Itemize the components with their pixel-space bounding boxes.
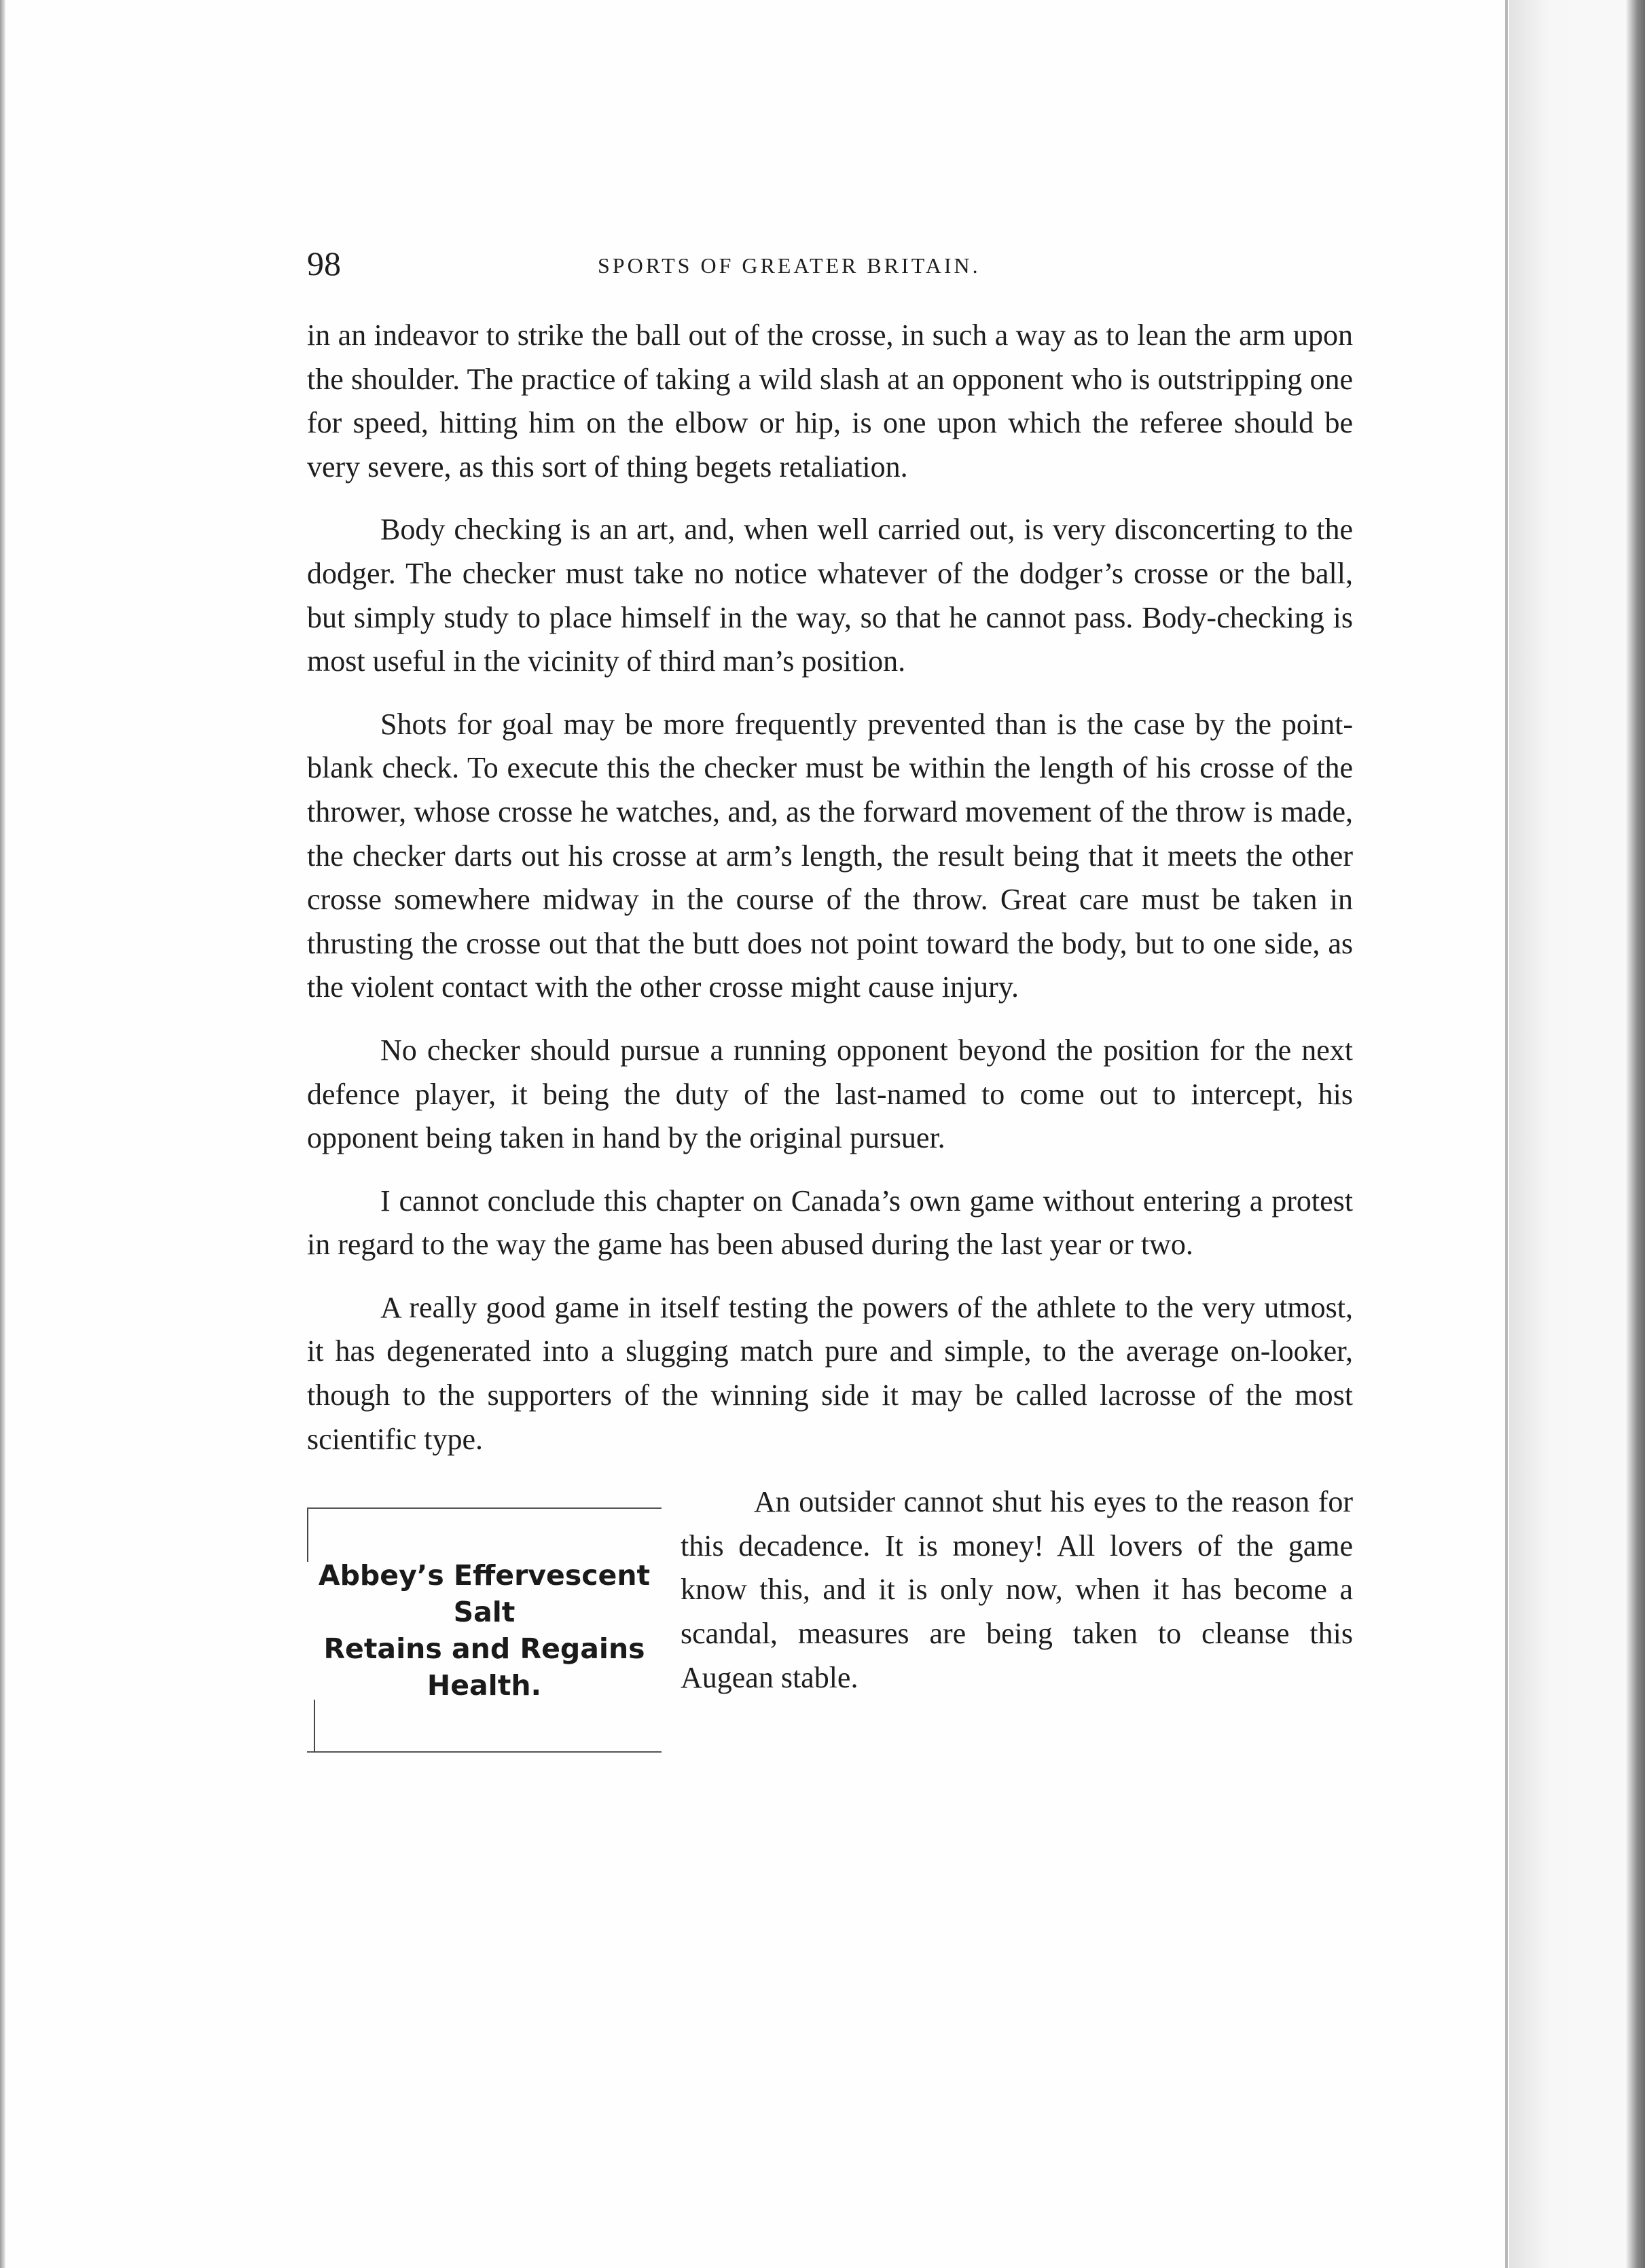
page-right-edge [1626,0,1645,2268]
paragraph-5: I cannot conclude this chapter on Canada’s own game without entering a protest in regard to the way the game has been abused during the last year or two. [307,1184,1353,1262]
paragraph-6: A really good game in itself testing the powers of the athlete to the very utmost, it has degenerated into a slugging match pure and simple, to the average on-looker, though to the supporters of the winning side it may be called lacrosse of the most scientific type. [307,1290,1353,1456]
page-left-edge [0,0,5,2268]
ad-line-2: Salt [453,1595,516,1628]
running-title: SPORTS OF GREATER BRITAIN. [598,253,981,278]
advertisement-inner [307,1509,662,1753]
ad-line-3: Retains and Regains [323,1632,645,1665]
paragraph-1: in an indeavor to strike the ball out of the crosse, in such a way as to lean the arm upon the shoulder. The practice of taking a wild slash at an opponent who is outstripping one for speed, hitting him on the elbow or hip, is one upon which the referee should be very severe, as this sort of thing begets retaliation. [307,318,1353,483]
page-gutter-shadow [1509,0,1645,2268]
ad-line-1: Abbey’s Effervescent [318,1558,651,1592]
page-fold-line [1505,0,1508,2268]
paragraph-3: Shots for goal may be more frequently prevented than is the case by the point-blank check. To execute this the checker must be within the length of his crosse of the thrower, whose crosse he watches, and, as the forward movement of the throw is made, the checker darts out his crosse at arm’s length, the result being that it meets the other crosse somewhere midway in the course of the throw. Great care must be taken in thrusting the crosse out that the butt does not point toward the body, but to one side, as the violent contact with the other crosse might cause injury. [307,707,1353,1004]
paragraph-7-text: An outsider cannot shut his eyes to the reason for this decadence. It is money! All lovers of the game know this, and it is only now, when it has become a scandal, measures are being taken to cleanse this Augean stable. [681,1485,1353,1694]
paragraph-2: Body checking is an art, and, when well carried out, is very disconcerting to the dodger. The checker must take no notice whatever of the dodger’s crosse or the ball, but simply study to place himself in the way, so that he cannot pass. Body-checking is most useful in the vicinity of third man’s position. [307,513,1353,678]
body-text [307,314,1353,1761]
ad-line-4: Health. [427,1668,542,1702]
advertisement-box [307,1507,662,1753]
paragraph-4: No checker should pursue a running opponent beyond the position for the next defence player, it being the duty of the last-named to come out to intercept, his opponent being taken in hand by the original pursuer. [307,1033,1353,1155]
paragraph-7 [307,1480,1353,1700]
page-number: 98 [307,244,341,282]
